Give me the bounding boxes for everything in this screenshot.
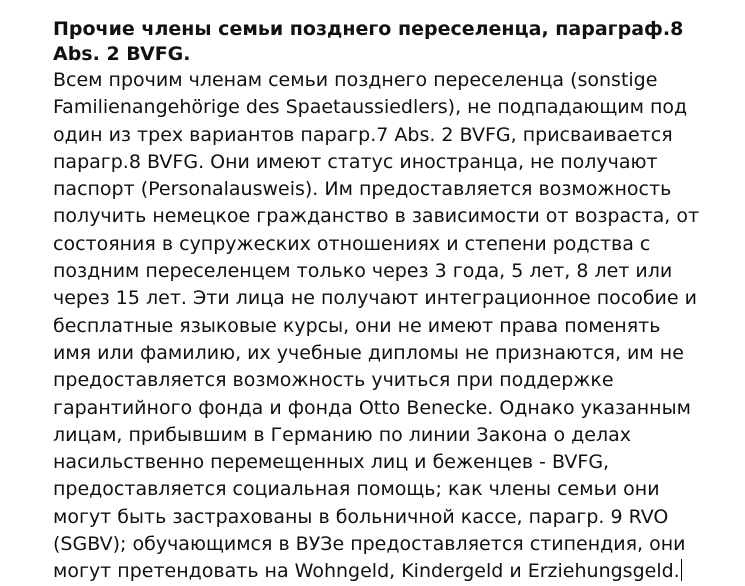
body-line-3: один из трех вариантов парагр.7 Abs. 2 BVFG, присваивается: [53, 123, 673, 146]
body-line-19-text: могут претендовать на Wohngeld, Kindergeld и Erziehungsgeld.: [53, 560, 680, 583]
body-line-17: могут быть застрахованы в больничной кассе, парагр. 9 RVO: [53, 505, 669, 528]
body-line-5: паспорт (Personalausweis). Им предоставляется возможность: [53, 178, 672, 201]
body-line-8: поздним переселенцем только через 3 года, 5 лет, 8 лет или: [53, 260, 673, 283]
body-line-2: Familienangehörige des Spaetaussiedlers), не подпадающим под: [53, 96, 688, 119]
section-heading: [53, 17, 733, 67]
body-line-7: состояния в супружеских отношениях и степени родства с: [53, 232, 651, 255]
body-line-14: лицам, прибывшим в Германию по линии Закона о делах: [53, 423, 631, 446]
document: [53, 17, 733, 586]
body-line-15: насильственно перемещенных лиц и беженцев - BVFG,: [53, 451, 610, 474]
body-line-16: предоставляется социальная помощь; как члены семьи они: [53, 478, 660, 501]
heading-line-1: Прочие члены семьи позднего переселенца, параграф.8: [53, 18, 684, 40]
body-line-19: [53, 558, 733, 585]
body-line-12: предоставляется возможность учиться при поддержке: [53, 369, 614, 392]
body-line-9: через 15 лет. Эти лица не получают интеграционное пособие и: [53, 287, 697, 310]
body-line-11: имя или фамилию, их учебные дипломы не признаются, им не: [53, 341, 684, 364]
body-line-13: гарантийного фонда и фонда Otto Benecke. Однако указанным: [53, 396, 691, 419]
body-line-4: парагр.8 BVFG. Они имеют статус иностранца, не получают: [53, 150, 658, 173]
body-line-10: бесплатные языковые курсы, они не имеют права поменять: [53, 314, 661, 337]
body-line-18: (SGBV); обучающимся в ВУЗе предоставляется стипендия, они: [53, 533, 686, 556]
text-cursor: [681, 559, 682, 581]
heading-line-2: Abs. 2 BVFG.: [53, 43, 191, 65]
body-line-6: получить немецкое гражданство в зависимости от возраста, от: [53, 205, 700, 228]
body-text[interactable]: [53, 67, 733, 586]
body-line-1: Всем прочим членам семьи позднего переселенца (sonstige: [53, 69, 658, 91]
